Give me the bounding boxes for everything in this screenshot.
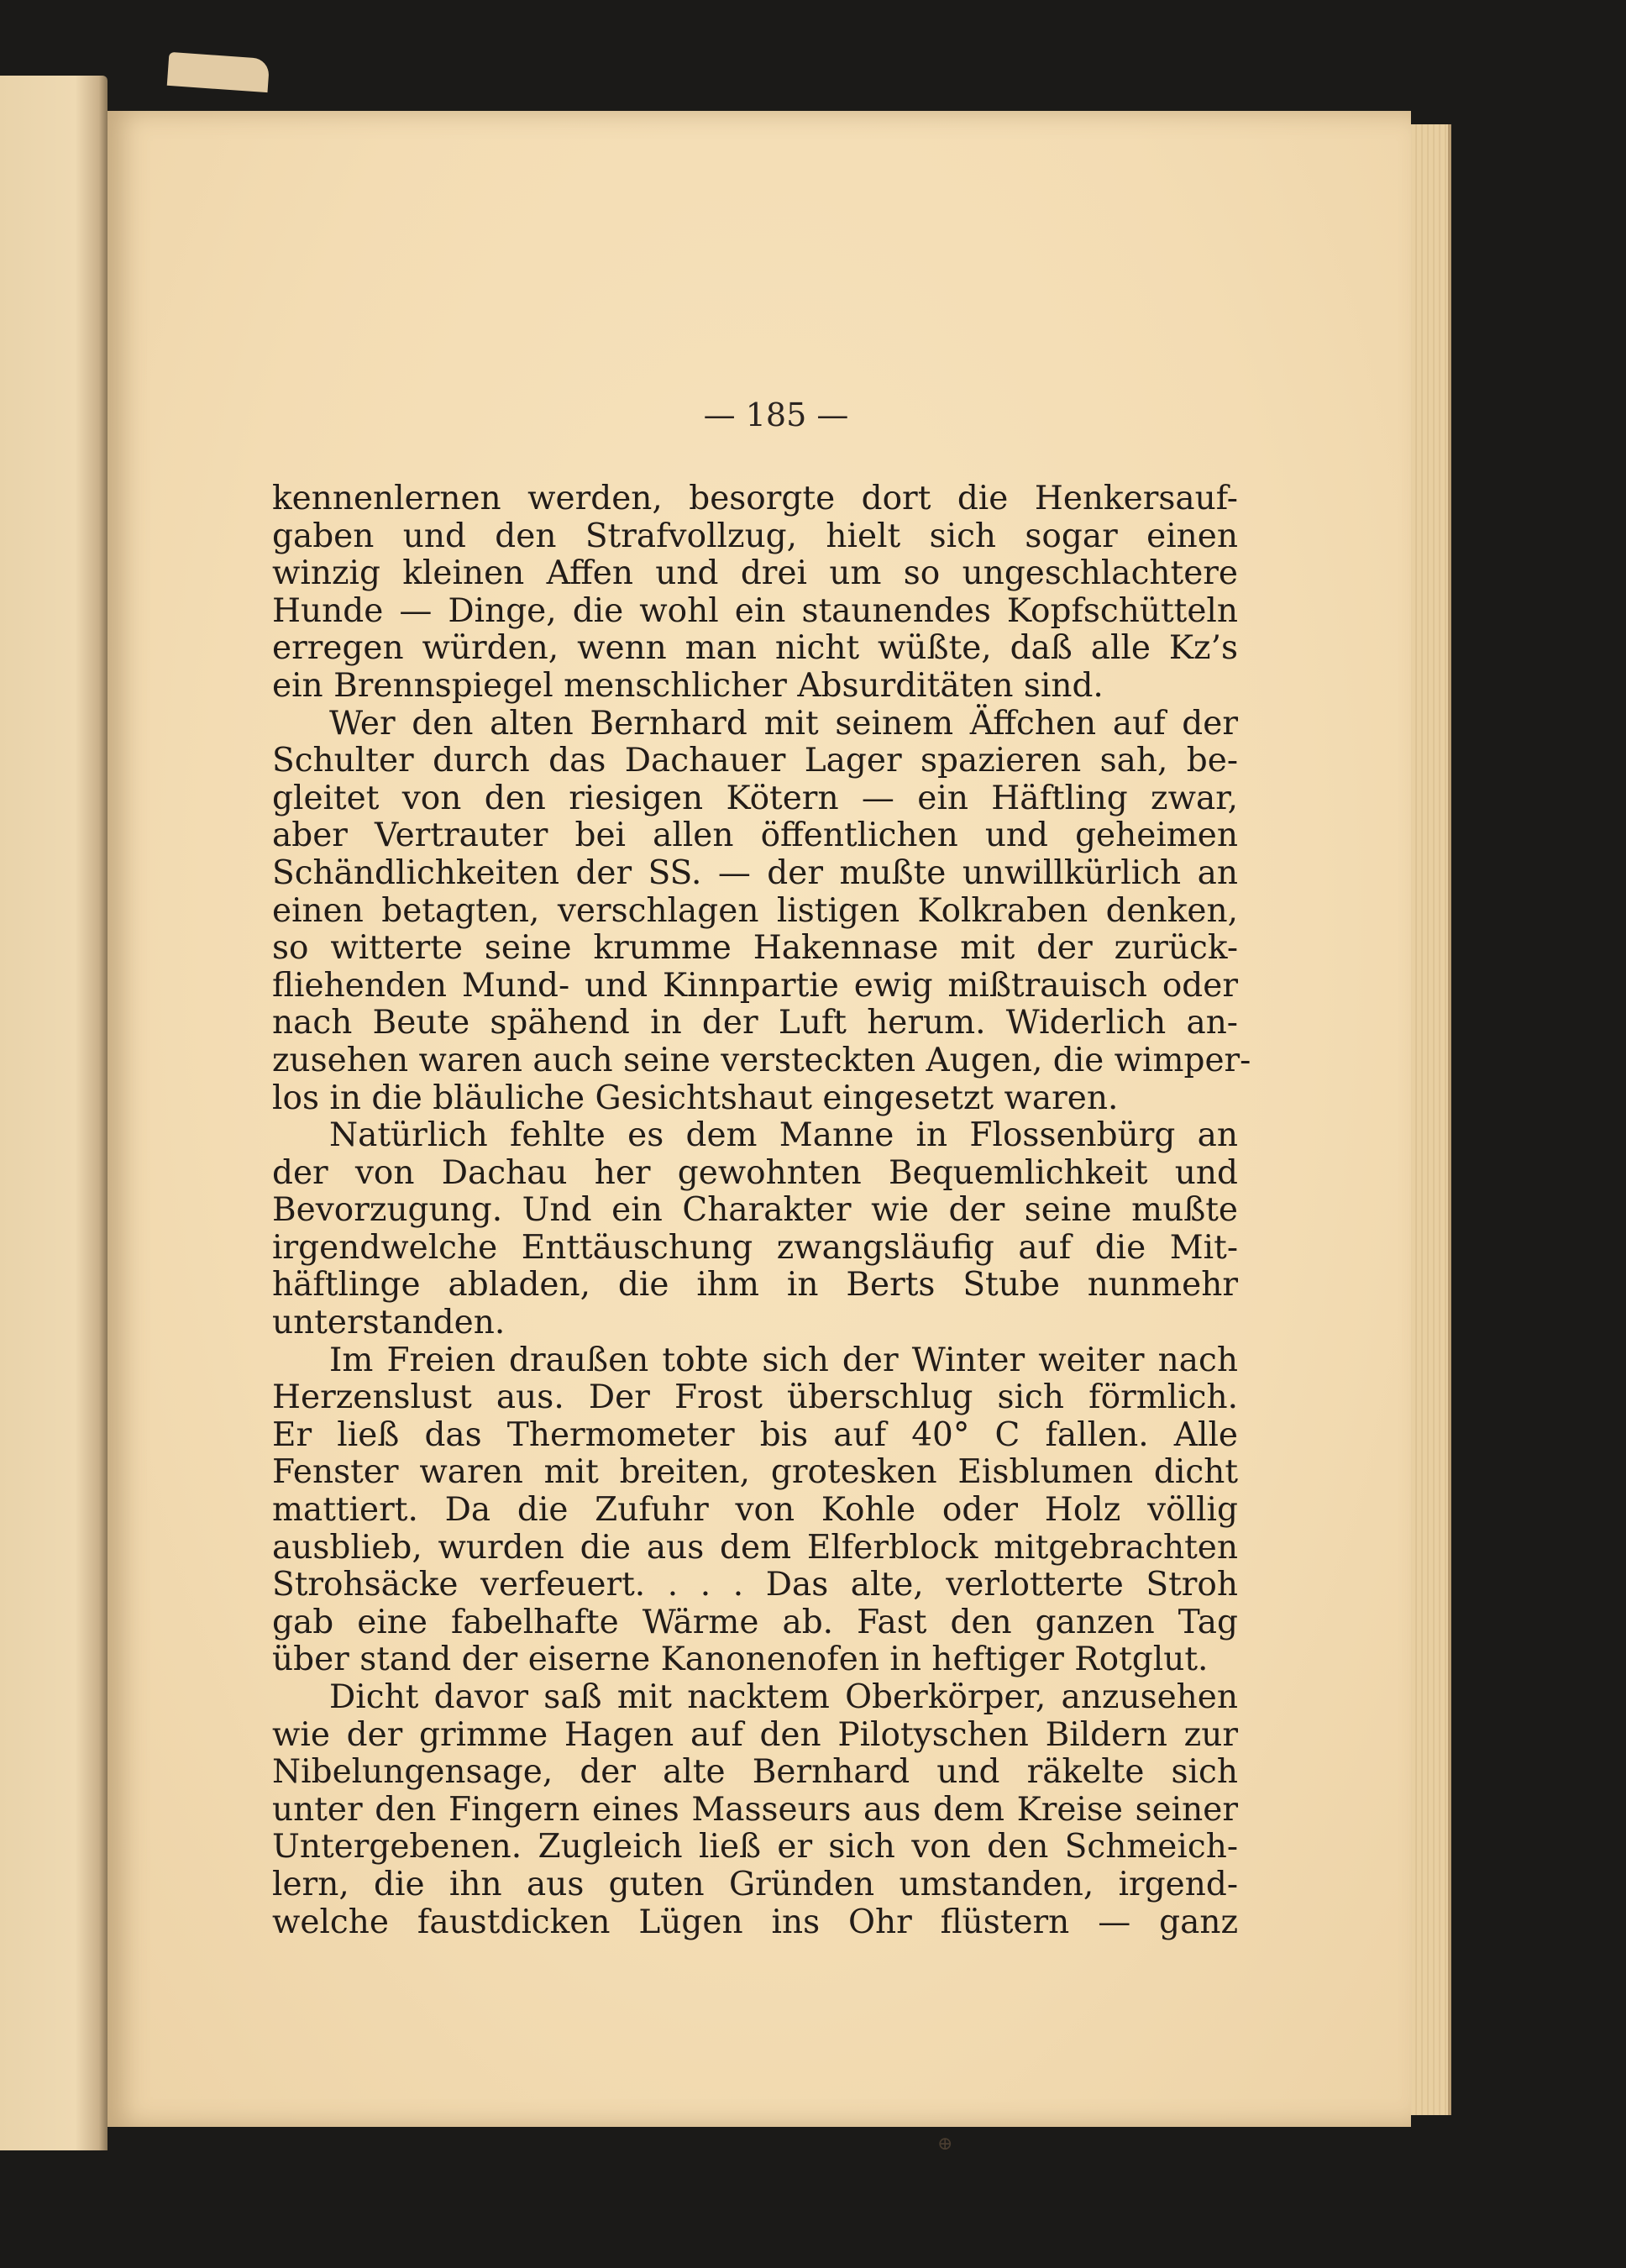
text-line: Im Freien draußen tobte sich der Winter weiter nach [329,1341,1238,1379]
text-line: nach Beute spähend in der Luft herum. Widerlich an- [272,1004,1238,1042]
printer-mark: ⊕ [937,2134,953,2155]
text-line: gab eine fabelhafte Wärme ab. Fast den ganzen Tag [272,1603,1238,1641]
page-number: — 185 — [703,396,849,433]
text-line: mattiert. Da die Zufuhr von Kohle oder Holz völlig [272,1491,1238,1530]
text-line: kennenlernen werden, besorgte dort die Henkersauf- [272,480,1238,517]
text-line: Schändlichkeiten der SS. — der mußte unwillkürlich an [272,853,1238,892]
text-line: erregen würden, wenn man nicht wüßte, daß alle Kz’s [272,629,1238,668]
text-line: Wer den alten Bernhard mit seinem Äffchen auf der [329,704,1238,743]
paragraph [272,480,1238,706]
paragraph [272,1679,1238,1941]
text-line: Er ließ das Thermometer bis auf 40° C fallen. Alle [272,1415,1238,1454]
text-line: der von Dachau her gewohnten Bequemlichkeit und [272,1153,1238,1192]
text-line: fliehenden Mund- und Kinnpartie ewig mißtrauisch oder [272,966,1238,1005]
paragraph [272,1342,1238,1679]
text-line: unter den Fingern eines Masseurs aus dem Kreise seiner [272,1790,1238,1829]
text-line: über stand der eiserne Kanonenofen in heftiger Rotglut. [272,1641,1209,1679]
body-text [272,480,1251,1941]
text-line: welche faustdicken Lügen ins Ohr flüstern — ganz [272,1903,1238,1941]
text-line: wie der grimme Hagen auf den Pilotyschen Bildern zur [272,1715,1238,1754]
text-line: unterstanden. [272,1304,506,1342]
text-line: los in die bläuliche Gesichtshaut eingesetzt waren. [272,1079,1119,1117]
book-page [108,111,1411,2155]
text-line: irgendwelche Enttäuschung zwangsläufig auf die Mit- [272,1228,1238,1267]
text-line: Natürlich fehlte es dem Manne in Flossenbürg an [329,1116,1238,1155]
text-line: Bevorzugung. Und ein Charakter wie der seine mußte [272,1191,1238,1230]
previous-page-corner [167,52,270,92]
text-line: Nibelungensage, der alte Bernhard und räkelte sich [272,1753,1238,1792]
text-line: Hunde — Dinge, die wohl ein staunendes Kopfschütteln [272,591,1238,630]
text-line: Schulter durch das Dachauer Lager spazieren sah, be- [272,742,1238,780]
text-line: ein Brennspiegel menschlicher Absurditäten sind. [272,666,1104,705]
text-line: Herzenslust aus. Der Frost überschlug sich förmlich. [272,1378,1238,1417]
text-line: winzig kleinen Affen und drei um so ungeschlachtere [272,554,1238,593]
text-line: aber Vertrauter bei allen öffentlichen und geheimen [272,816,1238,855]
text-line: einen betagten, verschlagen listigen Kolkraben denken, [272,891,1238,930]
text-line: Fenster waren mit breiten, grotesken Eisblumen dicht [272,1453,1238,1492]
text-line: Dicht davor saß mit nacktem Oberkörper, anzusehen [329,1678,1238,1716]
text-line: so witterte seine krumme Hakennase mit der zurück- [272,929,1238,968]
text-line: ausblieb, wurden die aus dem Elferblock mitgebrachten [272,1528,1238,1567]
text-line: lern, die ihn aus guten Gründen umstanden, irgend- [272,1865,1238,1903]
text-line: Strohsäcke verfeuert. . . . Das alte, verlotterte Stroh [272,1566,1238,1604]
paragraph [272,704,1251,1118]
text-line: zusehen waren auch seine versteckten Augen, die wimper- [272,1041,1251,1079]
paragraph [272,1117,1238,1342]
previous-page-edge [0,76,108,2150]
text-line: gaben und den Strafvollzug, hielt sich sogar einen [272,517,1238,555]
text-line: häftlinge abladen, die ihm in Berts Stube nunmehr [272,1266,1238,1305]
text-line: gleitet von den riesigen Kötern — ein Häftling zwar, [272,779,1238,817]
text-line: Untergebenen. Zugleich ließ er sich von den Schmeich- [272,1828,1238,1866]
